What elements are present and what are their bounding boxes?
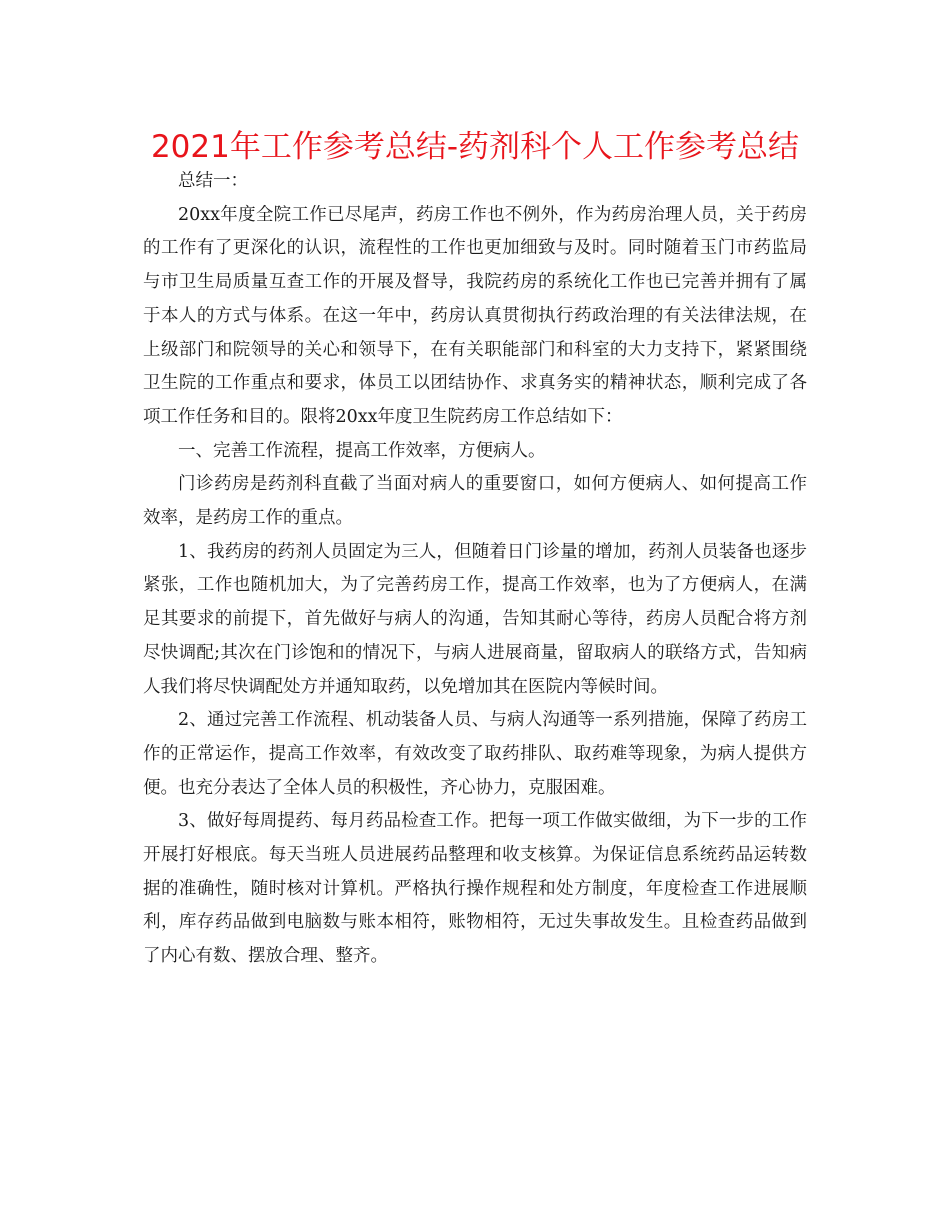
paragraph: 3、做好每周提药、每月药品检查工作。把每一项工作做实做细，为下一步的工作开展打好根底。每天当班人员进展药品整理和收支核算。为保证信息系统药品运转数据的准确性，随时核对计算机。严格执行操作规程和处方制度，年度检查工作进展顺利，库存药品做到电脑数与账本相符，账物相符，无过失事故发生。且检查药品做到了内心有数、摆放合理、整齐。 [143,811,807,967]
document-title: 2021年工作参考总结-药剂科个人工作参考总结 [150,129,800,165]
section-heading: 一、完善工作流程，提高工作效率，方便病人。 [178,440,546,461]
paragraph-heading: 总结一： [178,171,248,191]
document-body [143,165,807,974]
paragraph: 2、通过完善工作流程、机动装备人员、与病人沟通等一系列措施，保障了药房工作的正常运作，提高工作效率，有效改变了取药排队、取药难等现象，为病人提供方便。也充分表达了全体人员的积极性，齐心协力，克服困难。 [143,710,807,798]
paragraph: 门诊药房是药剂科直截了当面对病人的重要窗口，如何方便病人、如何提高工作效率，是药房工作的重点。 [143,474,807,529]
paragraph: 1、我药房的药剂人员固定为三人，但随着日门诊量的增加，药剂人员装备也逐步紧张，工作也随机加大，为了完善药房工作，提高工作效率，也为了方便病人，在满足其要求的前提下，首先做好与病人的沟通，告知其耐心等待，药房人员配合将方剂尽快调配;其次在门诊饱和的情况下，与病人进展商量，留取病人的联络方式，告知病人我们将尽快调配处方并通知取药，以免增加其在医院内等候时间。 [143,541,807,697]
paragraph: 20xx年度全院工作已尽尾声，药房工作也不例外，作为药房治理人员，关于药房的工作有了更深化的认识，流程性的工作也更加细致与及时。同时随着玉门市药监局与市卫生局质量互查工作的开展及督导，我院药房的系统化工作也已完善并拥有了属于本人的方式与体系。在这一年中，药房认真贯彻执行药政治理的有关法律法规，在上级部门和院领导的关心和领导下，在有关职能部门和科室的大力支持下，紧紧围绕卫生院的工作重点和要求，体员工以团结协作、求真务实的精神状态，顺利完成了各项工作任务和目的。限将20xx年度卫生院药房工作总结如下： [143,204,807,427]
